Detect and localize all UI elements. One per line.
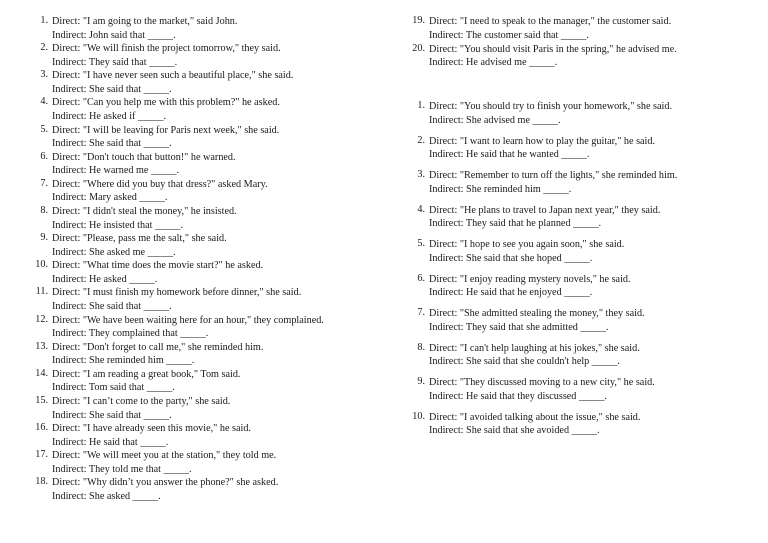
exercise-item xyxy=(28,151,383,178)
exercise-item xyxy=(405,238,760,273)
direct-sentence: Direct: "Can you help me with this problem?" he asked. xyxy=(52,97,280,109)
item-number: 13. xyxy=(35,340,48,352)
exercise-item xyxy=(28,422,383,449)
exercise-item xyxy=(405,43,760,71)
item-body xyxy=(52,151,383,178)
direct-sentence: Direct: "I didn't steal the money," he insisted. xyxy=(52,205,237,217)
indirect-sentence: Indirect: She said that _____. xyxy=(52,301,172,312)
item-number: 11. xyxy=(35,286,48,298)
item-body xyxy=(52,232,383,259)
item-body xyxy=(429,204,760,239)
item-number: 15. xyxy=(35,394,48,406)
item-number: 20. xyxy=(412,42,425,54)
indirect-sentence: Indirect: They said that she admitted _____. xyxy=(429,321,609,333)
direct-sentence: Direct: "Don't forget to call me," she reminded him. xyxy=(52,341,264,353)
exercise-item xyxy=(28,395,383,422)
indirect-sentence: Indirect: She advised me _____. xyxy=(429,114,561,126)
item-number: 19. xyxy=(412,15,425,26)
indirect-sentence: Indirect: Tom said that _____. xyxy=(52,382,175,394)
item-number: 18. xyxy=(35,476,48,488)
exercise-item xyxy=(405,273,760,308)
direct-sentence: Direct: "I need to speak to the manager," the customer said. xyxy=(429,16,672,27)
item-number: 9. xyxy=(417,376,425,387)
indirect-sentence: Indirect: John said that _____. xyxy=(52,29,176,41)
exercise-item xyxy=(28,42,383,69)
exercise-item xyxy=(28,341,383,368)
item-number: 5. xyxy=(417,238,425,249)
item-number: 1. xyxy=(417,100,425,111)
item-body xyxy=(429,238,760,273)
item-body xyxy=(52,449,383,476)
item-number: 1. xyxy=(40,15,48,26)
exercise-list-part-1 xyxy=(28,15,383,504)
item-number: 10. xyxy=(35,259,48,271)
exercise-item xyxy=(405,169,760,204)
item-body xyxy=(52,368,383,395)
exercise-item xyxy=(405,15,760,43)
indirect-sentence: Indirect: She reminded him _____. xyxy=(429,183,572,195)
direct-sentence: Direct: "I will be leaving for Paris next week," she said. xyxy=(52,124,280,136)
indirect-sentence: Indirect: She asked _____. xyxy=(52,490,161,502)
direct-sentence: Direct: "We have been waiting here for an hour," they complained. xyxy=(52,314,324,326)
indirect-sentence: Indirect: She said that she avoided _____. xyxy=(429,425,600,437)
direct-sentence: Direct: "Why didn’t you answer the phone?" she asked. xyxy=(52,477,279,489)
indirect-sentence: Indirect: He asked _____. xyxy=(52,273,158,285)
direct-sentence: Direct: "I avoided talking about the issue," she said. xyxy=(429,411,641,423)
indirect-sentence: Indirect: He advised me _____. xyxy=(429,57,558,69)
exercise-list-part-1-continued xyxy=(405,15,760,70)
item-body xyxy=(429,135,760,170)
left-column xyxy=(28,15,383,504)
indirect-sentence: Indirect: The customer said that _____. xyxy=(429,29,589,41)
item-number: 4. xyxy=(40,96,48,108)
direct-sentence: Direct: "I enjoy reading mystery novels," he said. xyxy=(429,273,631,285)
exercise-item xyxy=(28,449,383,476)
direct-sentence: Direct: "We will meet you at the station," they told me. xyxy=(52,450,277,462)
indirect-sentence: Indirect: She asked me _____. xyxy=(52,246,176,258)
indirect-sentence: Indirect: He said that _____. xyxy=(52,436,169,448)
item-number: 8. xyxy=(417,341,425,353)
item-body xyxy=(429,307,760,342)
exercise-item xyxy=(28,15,383,42)
exercise-item xyxy=(405,135,760,170)
direct-sentence: Direct: "Where did you buy that dress?" asked Mary. xyxy=(52,178,268,190)
item-number: 3. xyxy=(417,169,425,180)
direct-sentence: Direct: "I can't help laughing at his jokes," she said. xyxy=(429,342,640,354)
exercise-item xyxy=(28,232,383,259)
indirect-sentence: Indirect: She said that she hoped _____. xyxy=(429,252,593,264)
indirect-sentence: Indirect: He said that he enjoyed _____. xyxy=(429,287,593,299)
item-body xyxy=(429,15,760,43)
item-body xyxy=(429,376,760,411)
item-body xyxy=(429,100,760,135)
item-body xyxy=(52,42,383,69)
exercise-item xyxy=(28,368,383,395)
direct-sentence: Direct: "We will finish the project tomorrow," they said. xyxy=(52,43,281,55)
item-body xyxy=(429,411,760,446)
direct-sentence: Direct: "Please, pass me the salt," she said. xyxy=(52,233,227,245)
indirect-sentence: Indirect: He asked if _____. xyxy=(52,111,167,123)
indirect-sentence: Indirect: He warned me _____. xyxy=(52,165,180,177)
item-number: 3. xyxy=(40,69,48,81)
indirect-sentence: Indirect: They said that _____. xyxy=(52,56,178,68)
item-body xyxy=(52,69,383,96)
item-body xyxy=(429,169,760,204)
direct-sentence: Direct: "I am reading a great book," Tom said. xyxy=(52,368,241,380)
item-number: 2. xyxy=(417,134,425,146)
direct-sentence: Direct: "I am going to the market," said John. xyxy=(52,16,238,27)
exercise-item xyxy=(405,411,760,446)
direct-sentence: Direct: "Don't touch that button!" he warned. xyxy=(52,151,236,163)
item-body xyxy=(52,314,383,341)
exercise-item xyxy=(405,100,760,135)
item-body xyxy=(52,341,383,368)
direct-sentence: Direct: "You should try to finish your homework," she said. xyxy=(429,101,672,112)
indirect-sentence: Indirect: She said that _____. xyxy=(52,409,172,421)
item-body xyxy=(52,395,383,422)
exercise-item xyxy=(28,69,383,96)
item-number: 12. xyxy=(35,313,48,325)
direct-sentence: Direct: "You should visit Paris in the spring," he advised me. xyxy=(429,43,677,55)
item-body xyxy=(52,422,383,449)
item-body xyxy=(52,476,383,503)
item-body xyxy=(429,273,760,308)
indirect-sentence: Indirect: She said that _____. xyxy=(52,83,172,95)
indirect-sentence: Indirect: He said that they discussed _____. xyxy=(429,390,607,402)
exercise-item xyxy=(28,205,383,232)
item-number: 10. xyxy=(412,410,425,422)
indirect-sentence: Indirect: Mary asked _____. xyxy=(52,192,168,204)
direct-sentence: Direct: "What time does the movie start?" he asked. xyxy=(52,260,264,272)
direct-sentence: Direct: "He plans to travel to Japan next year," they said. xyxy=(429,204,661,216)
item-body xyxy=(52,259,383,286)
indirect-sentence: Indirect: He said that he wanted _____. xyxy=(429,149,590,161)
item-body xyxy=(52,15,383,42)
exercise-item xyxy=(28,259,383,286)
item-number: 6. xyxy=(417,272,425,284)
item-body xyxy=(52,96,383,123)
direct-sentence: Direct: "They discussed moving to a new city," he said. xyxy=(429,377,655,388)
item-body xyxy=(429,43,760,71)
exercise-item xyxy=(28,286,383,313)
item-number: 2. xyxy=(40,42,48,54)
exercise-item xyxy=(405,307,760,342)
exercise-item xyxy=(28,476,383,503)
indirect-sentence: Indirect: She said that she couldn't help _____. xyxy=(429,356,620,368)
exercise-list-part-2 xyxy=(405,100,760,445)
indirect-sentence: Indirect: They complained that _____. xyxy=(52,328,209,340)
exercise-item xyxy=(405,376,760,411)
direct-sentence: Direct: "I can’t come to the party," she said. xyxy=(52,395,231,407)
item-number: 16. xyxy=(35,422,48,434)
exercise-item xyxy=(405,342,760,377)
exercise-item xyxy=(28,314,383,341)
item-number: 4. xyxy=(417,203,425,215)
item-body xyxy=(52,286,383,313)
item-number: 8. xyxy=(40,204,48,216)
item-number: 5. xyxy=(40,123,48,135)
item-number: 14. xyxy=(35,367,48,379)
direct-sentence: Direct: "I hope to see you again soon," she said. xyxy=(429,239,625,250)
indirect-sentence: Indirect: They said that he planned _____. xyxy=(429,218,602,230)
indirect-sentence: Indirect: They told me that _____. xyxy=(52,463,192,475)
exercise-item xyxy=(28,178,383,205)
item-number: 7. xyxy=(40,177,48,189)
direct-sentence: Direct: "I have already seen this movie," he said. xyxy=(52,423,251,435)
item-number: 17. xyxy=(35,449,48,461)
item-number: 6. xyxy=(40,150,48,162)
exercise-item xyxy=(28,124,383,151)
direct-sentence: Direct: "She admitted stealing the money," they said. xyxy=(429,308,645,319)
indirect-sentence: Indirect: He insisted that _____. xyxy=(52,219,183,231)
item-body xyxy=(52,124,383,151)
item-body xyxy=(52,205,383,232)
direct-sentence: Direct: "I want to learn how to play the guitar," he said. xyxy=(429,135,656,147)
indirect-sentence: Indirect: She reminded him _____. xyxy=(52,355,195,367)
direct-sentence: Direct: "I must finish my homework before dinner," she said. xyxy=(52,287,302,299)
direct-sentence: Direct: "Remember to turn off the lights," she reminded him. xyxy=(429,170,678,181)
indirect-sentence: Indirect: She said that _____. xyxy=(52,138,172,150)
item-number: 7. xyxy=(417,307,425,318)
item-number: 9. xyxy=(40,232,48,244)
exercise-item xyxy=(405,204,760,239)
item-body xyxy=(52,178,383,205)
direct-sentence: Direct: "I have never seen such a beautiful place," she said. xyxy=(52,70,294,82)
right-column xyxy=(405,15,760,445)
exercise-item xyxy=(28,96,383,123)
item-body xyxy=(429,342,760,377)
